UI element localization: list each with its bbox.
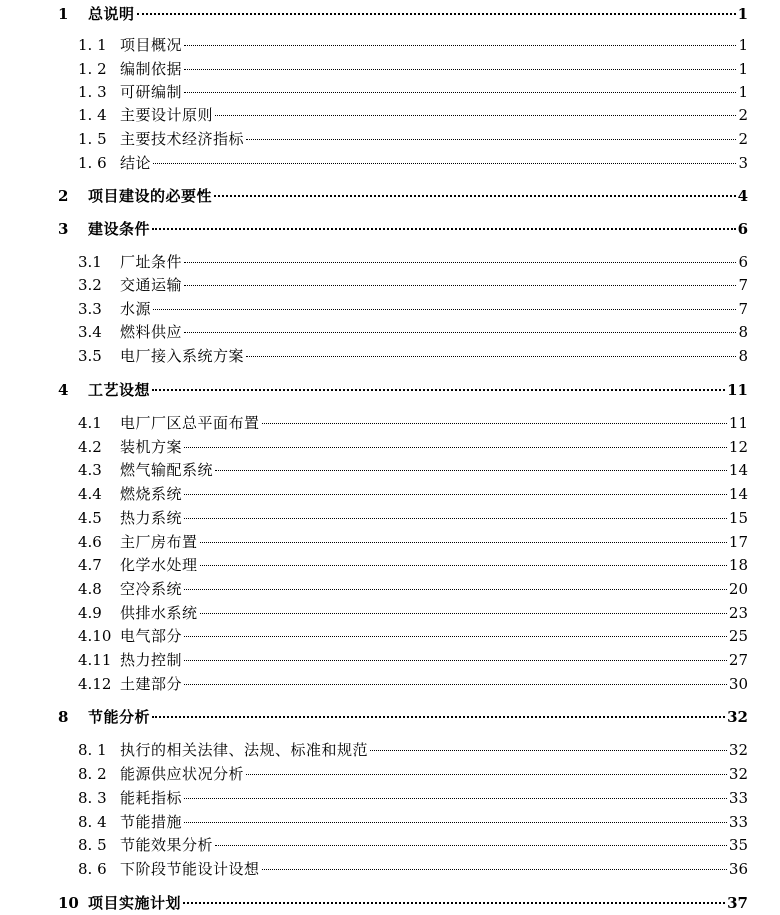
dot-leader (200, 565, 727, 566)
dot-leader (184, 332, 736, 333)
toc-entry-page-number: 14 (728, 461, 748, 479)
toc-section-entry[interactable] (78, 578, 748, 600)
toc-section-entry[interactable] (78, 459, 748, 481)
toc-entry-number: 10 (58, 894, 79, 912)
toc-section-entry[interactable] (78, 858, 748, 880)
toc-entry-page-number: 1 (738, 36, 748, 54)
toc-section-entry[interactable] (78, 251, 748, 273)
toc-chapter-entry[interactable] (58, 218, 748, 240)
toc-section-entry[interactable] (78, 298, 748, 320)
toc-chapter-entry[interactable] (58, 379, 748, 401)
toc-entry-title: 能耗指标 (120, 789, 183, 807)
toc-entry-page-number: 1 (738, 83, 748, 101)
toc-entry-title: 节能分析 (88, 708, 151, 726)
toc-section-entry[interactable] (78, 104, 748, 126)
toc-entry-page-number: 20 (728, 580, 748, 598)
dot-leader (184, 636, 727, 637)
toc-entry-page-number: 7 (738, 276, 748, 294)
toc-entry-page-number: 8 (738, 323, 748, 341)
toc-entry-number: 4.5 (78, 509, 102, 527)
toc-section-entry[interactable] (78, 81, 748, 103)
toc-entry-page-number: 33 (728, 789, 748, 807)
toc-section-entry[interactable] (78, 507, 748, 529)
dot-leader (262, 423, 727, 424)
toc-entry-title: 燃烧系统 (120, 485, 183, 503)
dot-leader (214, 195, 736, 197)
toc-entry-page-number: 33 (728, 813, 748, 831)
toc-entry-number: 8. 3 (78, 789, 107, 807)
dot-leader (184, 589, 727, 590)
toc-section-entry[interactable] (78, 34, 748, 56)
toc-entry-title: 能源供应状况分析 (120, 765, 245, 783)
toc-entry-title: 主要技术经济指标 (120, 130, 245, 148)
toc-entry-number: 1 (58, 5, 69, 23)
toc-entry-number: 3.4 (78, 323, 102, 341)
toc-entry-number: 4.10 (78, 627, 112, 645)
toc-section-entry[interactable] (78, 436, 748, 458)
toc-entry-number: 4.6 (78, 533, 102, 551)
toc-section-entry[interactable] (78, 811, 748, 833)
toc-entry-title: 项目建设的必要性 (88, 187, 213, 205)
dot-leader (153, 309, 736, 310)
dot-leader (184, 447, 727, 448)
dot-leader (153, 163, 736, 164)
toc-entry-page-number: 6 (738, 253, 748, 271)
dot-leader (246, 356, 736, 357)
toc-section-entry[interactable] (78, 602, 748, 624)
toc-entry-number: 1. 2 (78, 60, 107, 78)
toc-entry-title: 交通运输 (120, 276, 183, 294)
toc-chapter-entry[interactable] (58, 185, 748, 207)
toc-entry-page-number: 11 (727, 381, 748, 399)
toc-entry-number: 4.2 (78, 438, 102, 456)
toc-entry-title: 可研编制 (120, 83, 183, 101)
dot-leader (184, 285, 736, 286)
dot-leader (184, 69, 736, 70)
toc-entry-page-number: 27 (728, 651, 748, 669)
toc-section-entry[interactable] (78, 412, 748, 434)
toc-entry-page-number: 2 (738, 130, 748, 148)
dot-leader (246, 774, 727, 775)
toc-entry-page-number: 3 (738, 154, 748, 172)
dot-leader (262, 869, 727, 870)
dot-leader (184, 518, 727, 519)
toc-entry-number: 8. 4 (78, 813, 107, 831)
toc-entry-title: 装机方案 (120, 438, 183, 456)
dot-leader (184, 45, 736, 46)
toc-entry-title: 土建部分 (120, 675, 183, 693)
toc-entry-number: 1. 4 (78, 106, 107, 124)
dot-leader (184, 822, 727, 823)
toc-section-entry[interactable] (78, 152, 748, 174)
toc-section-entry[interactable] (78, 345, 748, 367)
dot-leader (246, 139, 736, 140)
toc-entry-title: 主要设计原则 (120, 106, 214, 124)
toc-entry-title: 化学水处理 (120, 556, 198, 574)
dot-leader (184, 262, 736, 263)
toc-entry-title: 工艺设想 (88, 381, 151, 399)
toc-entry-title: 建设条件 (88, 220, 151, 238)
dot-leader (137, 13, 736, 15)
toc-entry-title: 主厂房布置 (120, 533, 198, 551)
toc-entry-number: 3 (58, 220, 69, 238)
toc-entry-title: 总说明 (88, 5, 135, 23)
dot-leader (183, 902, 725, 904)
toc-entry-number: 4.11 (78, 651, 112, 669)
toc-section-entry[interactable] (78, 554, 748, 576)
toc-section-entry[interactable] (78, 321, 748, 343)
dot-leader (200, 613, 727, 614)
toc-entry-title: 执行的相关法律、法规、标准和规范 (120, 741, 369, 759)
toc-section-entry[interactable] (78, 58, 748, 80)
toc-entry-page-number: 2 (738, 106, 748, 124)
toc-entry-title: 下阶段节能设计设想 (120, 860, 260, 878)
toc-entry-title: 燃气输配系统 (120, 461, 214, 479)
dot-leader (152, 228, 736, 230)
toc-entry-title: 项目实施计划 (88, 894, 182, 912)
dot-leader (215, 470, 727, 471)
dot-leader (370, 750, 727, 751)
toc-entry-number: 4.12 (78, 675, 112, 693)
toc-entry-page-number: 35 (728, 836, 748, 854)
toc-entry-page-number: 1 (737, 5, 748, 23)
toc-entry-number: 8. 5 (78, 836, 107, 854)
dot-leader (184, 684, 727, 685)
toc-entry-number: 1. 1 (78, 36, 107, 54)
toc-entry-page-number: 1 (738, 60, 748, 78)
toc-section-entry[interactable] (78, 274, 748, 296)
toc-section-entry[interactable] (78, 763, 748, 785)
toc-entry-title: 结论 (120, 154, 152, 172)
toc-section-entry[interactable] (78, 739, 748, 761)
toc-entry-title: 电气部分 (120, 627, 183, 645)
toc-entry-title: 电厂厂区总平面布置 (120, 414, 260, 432)
toc-entry-page-number: 12 (728, 438, 748, 456)
toc-entry-number: 8. 6 (78, 860, 107, 878)
toc-entry-page-number: 32 (728, 765, 748, 783)
toc-entry-number: 4.9 (78, 604, 102, 622)
dot-leader (152, 716, 725, 718)
toc-chapter-entry[interactable] (58, 706, 748, 728)
toc-section-entry[interactable] (78, 531, 748, 553)
toc-entry-number: 2 (58, 187, 69, 205)
toc-entry-page-number: 18 (728, 556, 748, 574)
toc-entry-title: 空冷系统 (120, 580, 183, 598)
toc-entry-page-number: 30 (728, 675, 748, 693)
dot-leader (184, 92, 736, 93)
toc-entry-number: 3.1 (78, 253, 102, 271)
toc-entry-number: 4.3 (78, 461, 102, 479)
toc-entry-title: 热力系统 (120, 509, 183, 527)
toc-entry-title: 节能措施 (120, 813, 183, 831)
toc-entry-page-number: 8 (738, 347, 748, 365)
dot-leader (215, 115, 736, 116)
toc-entry-page-number: 4 (737, 187, 748, 205)
toc-entry-page-number: 32 (727, 708, 748, 726)
dot-leader (184, 798, 727, 799)
toc-entry-page-number: 11 (728, 414, 748, 432)
toc-chapter-entry[interactable] (58, 3, 748, 25)
toc-entry-number: 3.3 (78, 300, 102, 318)
toc-entry-page-number: 14 (728, 485, 748, 503)
toc-entry-number: 1. 3 (78, 83, 107, 101)
toc-section-entry[interactable] (78, 787, 748, 809)
toc-entry-page-number: 7 (738, 300, 748, 318)
toc-entry-number: 8. 1 (78, 741, 107, 759)
toc-entry-page-number: 6 (737, 220, 748, 238)
toc-entry-page-number: 36 (728, 860, 748, 878)
toc-entry-page-number: 15 (728, 509, 748, 527)
toc-chapter-entry[interactable] (58, 892, 748, 914)
toc-entry-number: 1. 6 (78, 154, 107, 172)
toc-entry-number: 3.2 (78, 276, 102, 294)
toc-section-entry[interactable] (78, 128, 748, 150)
toc-entry-title: 热力控制 (120, 651, 183, 669)
toc-entry-title: 供排水系统 (120, 604, 198, 622)
dot-leader (152, 389, 725, 391)
toc-entry-title: 电厂接入系统方案 (120, 347, 245, 365)
toc-entry-title: 节能效果分析 (120, 836, 214, 854)
toc-entry-page-number: 37 (727, 894, 748, 912)
toc-entry-title: 项目概况 (120, 36, 183, 54)
toc-section-entry[interactable] (78, 625, 748, 647)
toc-entry-number: 4.8 (78, 580, 102, 598)
toc-entry-page-number: 25 (728, 627, 748, 645)
toc-entry-title: 厂址条件 (120, 253, 183, 271)
toc-entry-page-number: 32 (728, 741, 748, 759)
toc-entry-number: 8 (58, 708, 69, 726)
dot-leader (184, 494, 727, 495)
toc-entry-number: 4 (58, 381, 69, 399)
toc-section-entry[interactable] (78, 649, 748, 671)
toc-section-entry[interactable] (78, 483, 748, 505)
toc-entry-title: 水源 (120, 300, 152, 318)
toc-section-entry[interactable] (78, 834, 748, 856)
dot-leader (200, 542, 727, 543)
dot-leader (184, 660, 727, 661)
dot-leader (215, 845, 727, 846)
toc-entry-number: 3.5 (78, 347, 102, 365)
toc-entry-page-number: 17 (728, 533, 748, 551)
toc-entry-title: 编制依据 (120, 60, 183, 78)
toc-entry-number: 8. 2 (78, 765, 107, 783)
toc-entry-number: 4.1 (78, 414, 102, 432)
toc-section-entry[interactable] (78, 673, 748, 695)
toc-entry-number: 4.7 (78, 556, 102, 574)
toc-entry-number: 1. 5 (78, 130, 107, 148)
toc-entry-page-number: 23 (728, 604, 748, 622)
toc-entry-number: 4.4 (78, 485, 102, 503)
toc-entry-title: 燃料供应 (120, 323, 183, 341)
